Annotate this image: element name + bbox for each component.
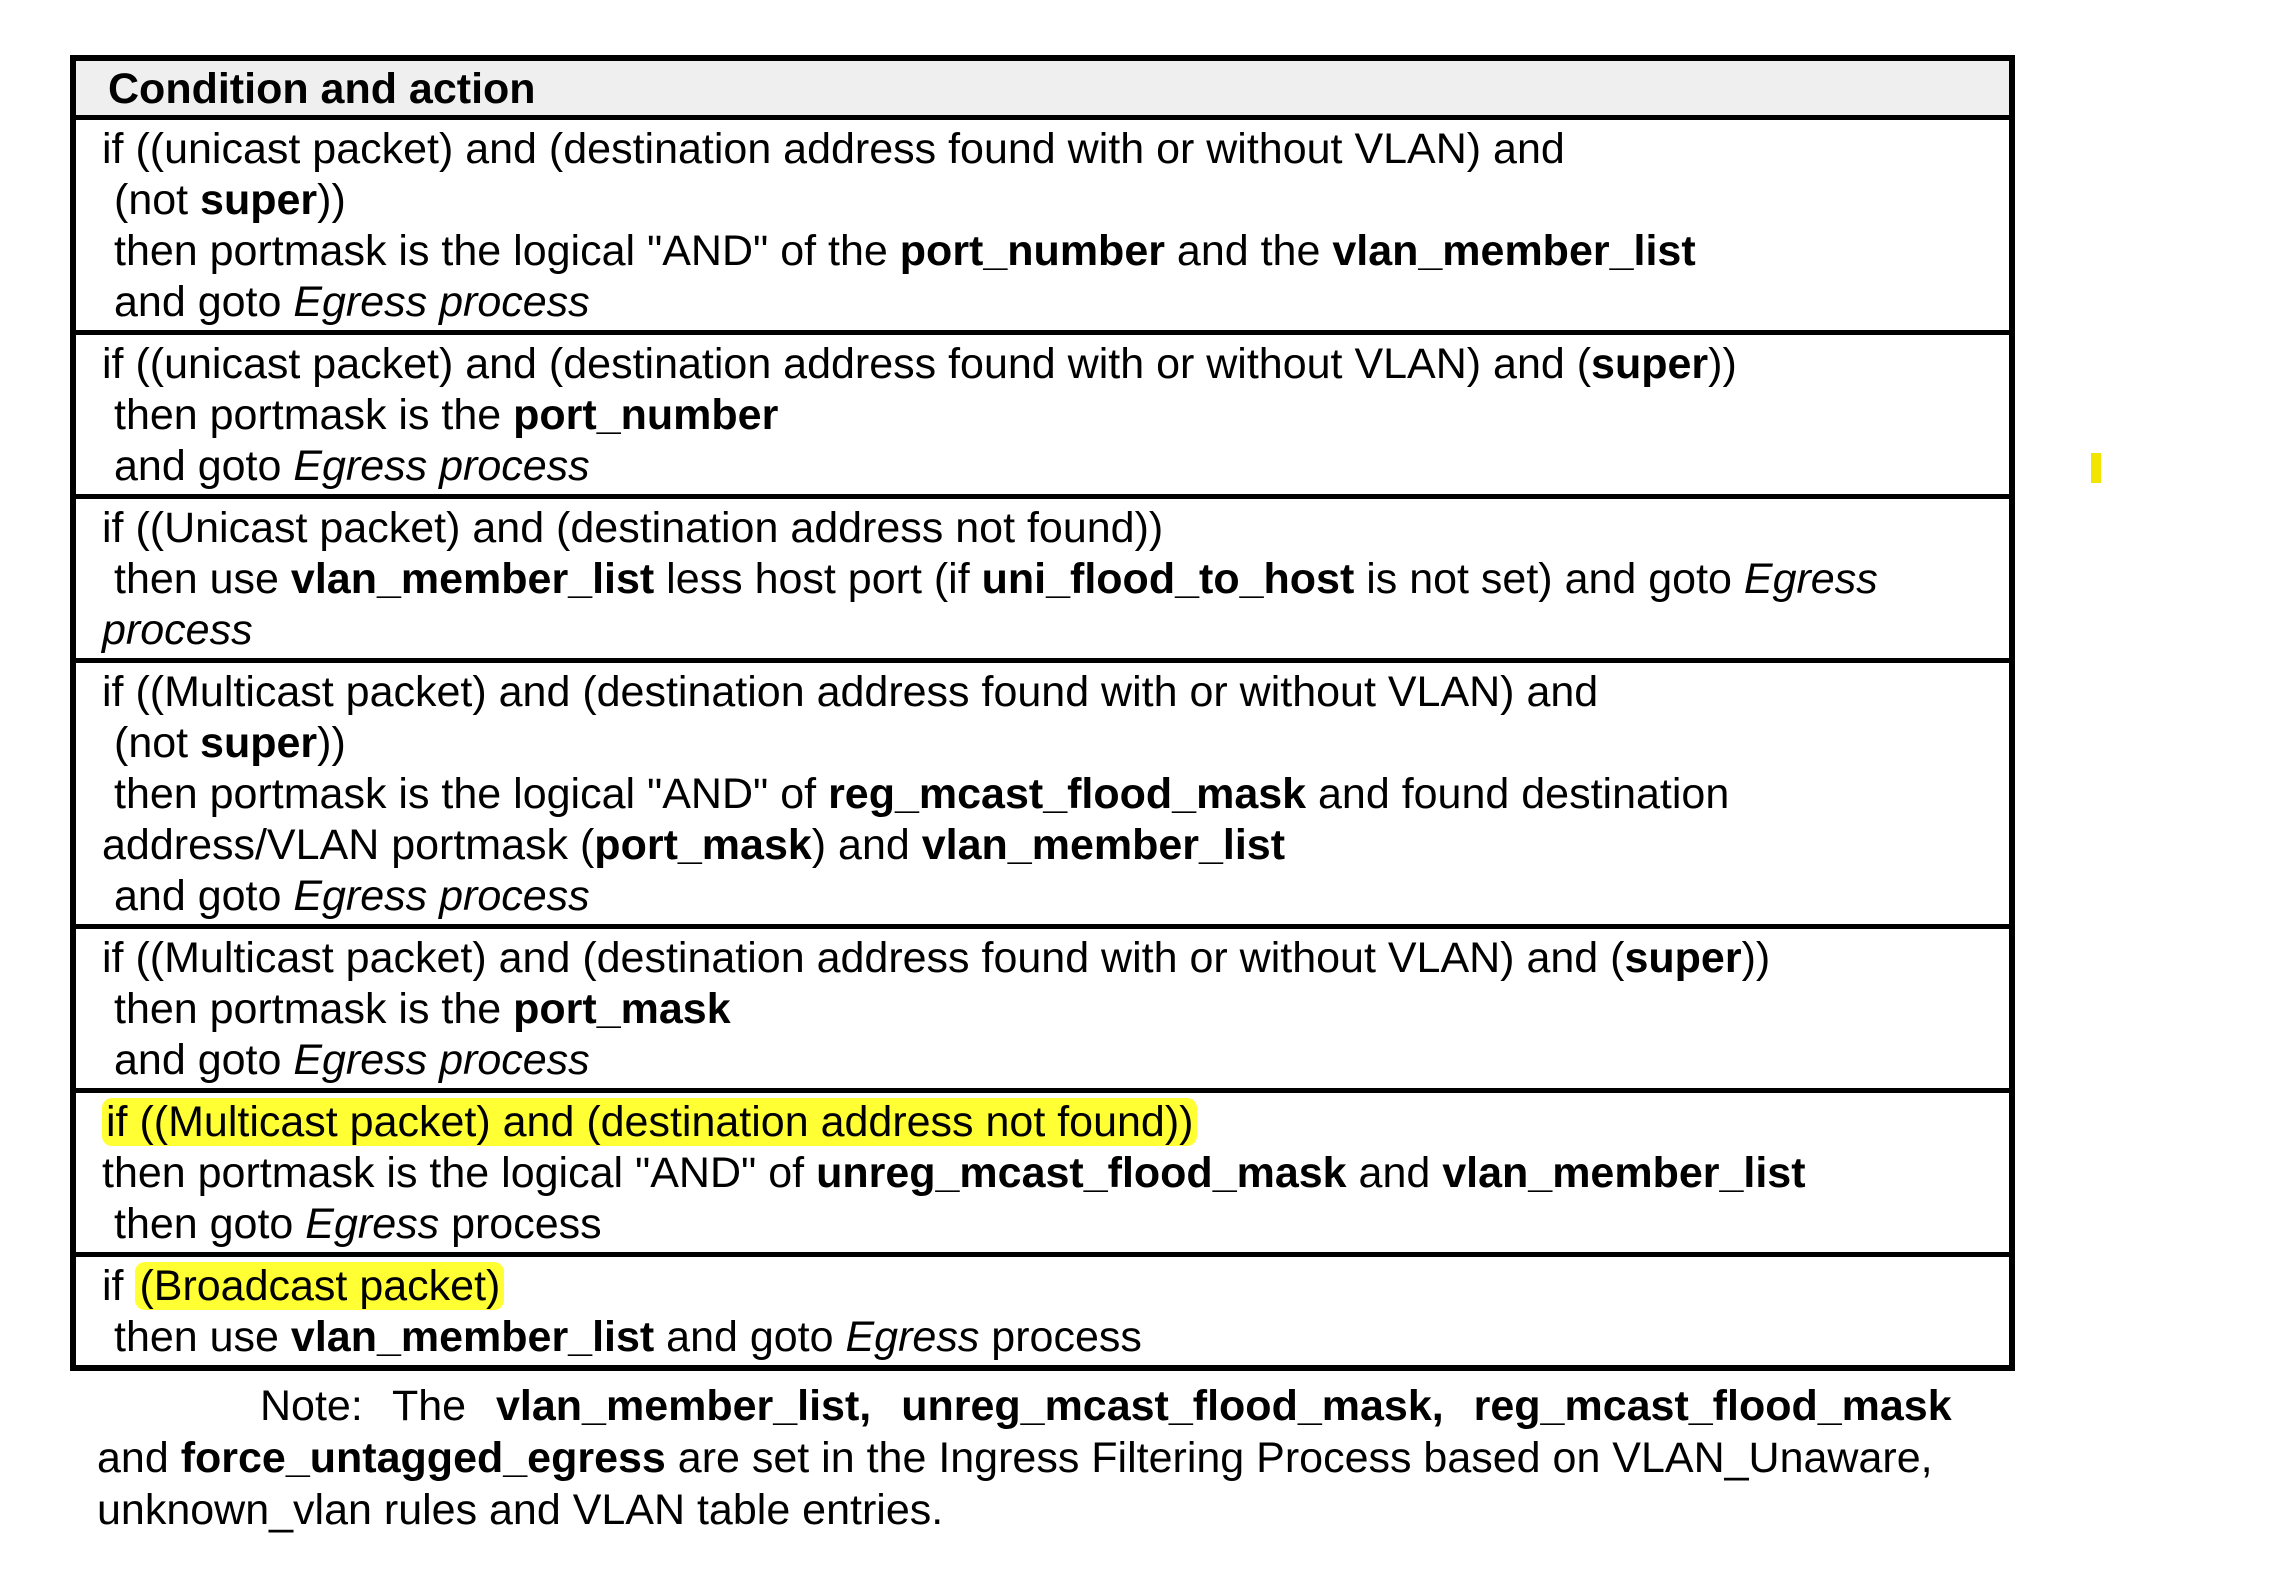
italic-term: Egress process	[293, 278, 590, 326]
bold-term: super	[1591, 340, 1709, 388]
text-segment: if ((Multicast packet) and (destination address found with or without VLAN) and	[102, 668, 1599, 716]
bold-term: unreg_mcast_flood_mask	[816, 1149, 1347, 1197]
text-segment: if ((unicast packet) and (destination address found with or without VLAN) and	[102, 125, 1565, 173]
text-segment	[871, 1382, 901, 1430]
row-text-line	[102, 667, 1983, 718]
row-text-line	[102, 175, 1983, 226]
row-text-line	[102, 390, 1983, 441]
highlighted-text: (Broadcast packet)	[135, 1262, 504, 1310]
note-line	[97, 1484, 2032, 1536]
row-text-line	[102, 605, 1983, 656]
row-text-line	[102, 441, 1983, 492]
table-header-label: Condition and action	[108, 65, 536, 113]
bold-term: uni_flood_to_host	[981, 555, 1355, 603]
row-text-line	[102, 554, 1983, 605]
text-segment: and	[1346, 1149, 1443, 1197]
highlighted-text: if ((Multicast packet) and (destination address not found))	[102, 1098, 1197, 1146]
text-segment: less host port (if	[654, 555, 982, 603]
bold-term: port_mask	[594, 821, 812, 869]
text-segment: and goto	[114, 278, 294, 326]
text-segment: and goto	[114, 872, 294, 920]
text-segment: then portmask is the	[114, 391, 514, 439]
text-segment: then portmask is the logical "AND" of	[114, 770, 829, 818]
italic-term: Egress	[845, 1313, 980, 1361]
italic-term: Egress process	[293, 442, 590, 490]
table-header	[76, 61, 2009, 115]
table-row	[76, 1088, 2009, 1252]
row-text-line	[102, 124, 1983, 175]
table-row	[76, 1252, 2009, 1365]
highlight-marker	[2091, 453, 2101, 483]
italic-term: Egress process	[293, 1036, 590, 1084]
row-text-line	[102, 1199, 1983, 1250]
row-text-line	[102, 820, 1983, 871]
text-segment: ))	[1708, 340, 1737, 388]
text-segment: then portmask is the logical "AND" of the	[114, 227, 900, 275]
text-segment: then portmask is the	[114, 985, 514, 1033]
note-paragraph	[97, 1380, 2032, 1536]
table-rows	[76, 115, 2009, 1365]
row-text-line	[102, 718, 1983, 769]
italic-term: process	[102, 606, 253, 654]
bold-term: reg_mcast_flood_mask	[828, 770, 1307, 818]
row-text-line	[102, 503, 1983, 554]
bold-term: unreg_mcast_flood_mask,	[901, 1382, 1444, 1430]
text-segment: unknown_vlan rules and VLAN table entries.	[97, 1486, 944, 1534]
text-segment: process	[979, 1313, 1142, 1361]
text-segment	[1444, 1382, 1474, 1430]
text-segment: Note: The	[260, 1382, 496, 1430]
text-segment: then portmask is the logical "AND" of	[102, 1149, 817, 1197]
bold-term: vlan_member_list	[290, 555, 655, 603]
table-row	[76, 924, 2009, 1088]
note-line	[97, 1380, 2032, 1432]
bold-term: port_mask	[513, 985, 731, 1033]
condition-action-table	[70, 55, 2015, 1371]
row-text-line	[102, 1261, 1983, 1312]
bold-term: super	[200, 719, 318, 767]
text-segment: ))	[1741, 934, 1771, 982]
table-row	[76, 658, 2009, 924]
text-segment: are set in the Ingress Filtering Process based on VLAN_Unaware,	[665, 1434, 1933, 1482]
row-text-line	[102, 1148, 1983, 1199]
bold-term: vlan_member_list	[290, 1313, 655, 1361]
text-segment: and goto	[114, 1036, 294, 1084]
bold-term: reg_mcast_flood_mask	[1473, 1382, 1952, 1430]
table-row	[76, 494, 2009, 658]
bold-term: force_untagged_egress	[180, 1434, 666, 1482]
text-segment: and the	[1164, 227, 1333, 275]
text-segment: and goto	[114, 442, 294, 490]
row-text-line	[102, 339, 1983, 390]
row-text-line	[102, 871, 1983, 922]
text-segment: process	[439, 1200, 602, 1248]
bold-term: vlan_member_list,	[496, 1382, 872, 1430]
row-text-line	[102, 984, 1983, 1035]
row-text-line	[102, 277, 1983, 328]
row-text-line	[102, 1097, 1983, 1148]
text-segment: and goto	[654, 1313, 846, 1361]
text-segment: then use	[114, 555, 291, 603]
row-text-line	[102, 1035, 1983, 1086]
table-row	[76, 115, 2009, 330]
bold-term: super	[1624, 934, 1742, 982]
bold-term: port_number	[899, 227, 1165, 275]
text-segment: if	[102, 1262, 136, 1310]
bold-term: vlan_member_list	[921, 821, 1286, 869]
bold-term: vlan_member_list	[1332, 227, 1696, 275]
row-text-line	[102, 933, 1983, 984]
italic-term: Egress	[1743, 555, 1878, 603]
bold-term: super	[200, 176, 318, 224]
text-segment: address/VLAN portmask (	[102, 821, 595, 869]
italic-term: Egress	[305, 1200, 440, 1248]
text-segment: ))	[317, 719, 346, 767]
text-segment: then use	[114, 1313, 291, 1361]
text-segment: (not	[114, 176, 201, 224]
bold-term: port_number	[513, 391, 779, 439]
row-text-line	[102, 226, 1983, 277]
text-segment: is not set) and goto	[1354, 555, 1744, 603]
text-segment: if ((Unicast packet) and (destination address not found))	[102, 504, 1164, 552]
text-segment: ))	[317, 176, 346, 224]
text-segment: (not	[114, 719, 201, 767]
text-segment: and	[97, 1434, 181, 1482]
italic-term: Egress process	[293, 872, 590, 920]
note-line	[97, 1432, 2032, 1484]
row-text-line	[102, 769, 1983, 820]
text-segment: ) and	[811, 821, 922, 869]
text-segment: if ((Multicast packet) and (destination address found with or without VLAN) and (	[102, 934, 1625, 982]
text-segment: if ((unicast packet) and (destination address found with or without VLAN) and (	[102, 340, 1592, 388]
text-segment: then goto	[114, 1200, 306, 1248]
table-row	[76, 330, 2009, 494]
bold-term: vlan_member_list	[1442, 1149, 1806, 1197]
text-segment: and found destination	[1306, 770, 1730, 818]
row-text-line	[102, 1312, 1983, 1363]
